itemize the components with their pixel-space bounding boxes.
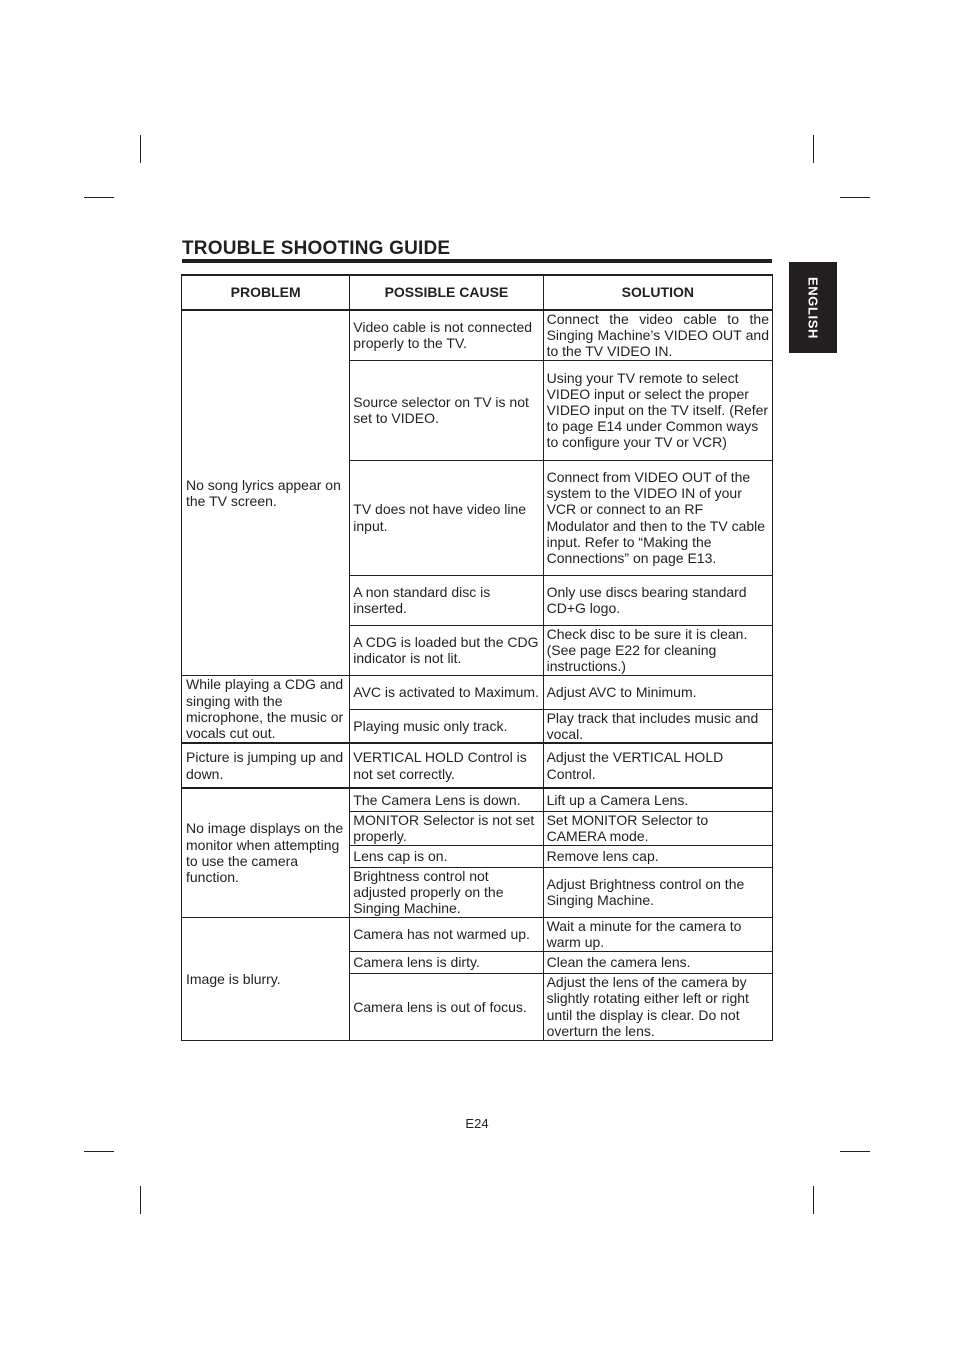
cause-cell: Lens cap is on. (350, 845, 543, 867)
problem-cell: While playing a CDG and singing with the microphone, the music or vocals cut out. (182, 675, 350, 743)
table-header-row (182, 275, 773, 310)
table-row (182, 675, 773, 709)
crop-mark (840, 1151, 870, 1152)
cause-cell: The Camera Lens is down. (350, 788, 543, 811)
cause-cell: Brightness control not adjusted properly on the Singing Machine. (350, 867, 543, 917)
solution-cell: Set MONITOR Selector to CAMERA mode. (543, 811, 772, 845)
solution-cell: Remove lens cap. (543, 845, 772, 867)
header-problem: PROBLEM (182, 275, 350, 310)
cause-cell: Camera lens is out of focus. (350, 973, 543, 1040)
solution-cell: Adjust Brightness control on the Singing Machine. (543, 867, 772, 917)
header-solution: SOLUTION (543, 275, 772, 310)
problem-cell: Image is blurry. (182, 917, 350, 1040)
solution-cell: Adjust the VERTICAL HOLD Control. (543, 743, 772, 788)
solution-cell: Lift up a Camera Lens. (543, 788, 772, 811)
cause-cell: A CDG is loaded but the CDG indicator is not lit. (350, 625, 543, 675)
problem-cell: No image displays on the monitor when attempting to use the camera function. (182, 788, 350, 917)
solution-cell: Connect from VIDEO OUT of the system to the VIDEO IN of your VCR or connect to an RF Modulator and then to the TV cable input. Refer to “Making the Connections” on page E13. (543, 460, 772, 575)
page-number: E24 (465, 1116, 489, 1131)
title-underline (182, 259, 772, 263)
table-row (182, 788, 773, 811)
crop-mark (813, 135, 814, 163)
solution-cell: Wait a minute for the camera to warm up. (543, 917, 772, 951)
crop-mark (140, 1186, 141, 1214)
page-title: TROUBLE SHOOTING GUIDE (182, 238, 451, 259)
language-tab (789, 262, 837, 353)
solution-cell: Clean the camera lens. (543, 951, 772, 973)
cause-cell: TV does not have video line input. (350, 460, 543, 575)
cause-cell: AVC is activated to Maximum. (350, 675, 543, 709)
crop-mark (840, 197, 870, 198)
table-row (182, 743, 773, 788)
solution-cell: Check disc to be sure it is clean. (See page E22 for cleaning instructions.) (543, 625, 772, 675)
solution-cell: Play track that includes music and vocal. (543, 709, 772, 743)
solution-cell: Connect the video cable to the Singing Machine’s VIDEO OUT and to the TV VIDEO IN. (543, 310, 772, 360)
troubleshooting-table (181, 274, 773, 1041)
cause-cell: Video cable is not connected properly to the TV. (350, 310, 543, 360)
cause-cell: VERTICAL HOLD Control is not set correctly. (350, 743, 543, 788)
crop-mark (813, 1186, 814, 1214)
table-row (182, 917, 773, 951)
cause-cell: Playing music only track. (350, 709, 543, 743)
cause-cell: Camera lens is dirty. (350, 951, 543, 973)
solution-cell: Using your TV remote to select VIDEO input or select the proper VIDEO input on the TV itself. (Refer to page E14 under Common ways to configure your TV or VCR) (543, 360, 772, 460)
problem-cell: No song lyrics appear on the TV screen. (182, 310, 350, 675)
table-row (182, 310, 773, 360)
language-tab-label: ENGLISH (805, 276, 821, 339)
problem-cell: Picture is jumping up and down. (182, 743, 350, 788)
crop-mark (84, 197, 114, 198)
cause-cell: A non standard disc is inserted. (350, 575, 543, 625)
header-possible-cause: POSSIBLE CAUSE (350, 275, 543, 310)
crop-mark (140, 135, 141, 163)
solution-cell: Adjust the lens of the camera by slightly rotating either left or right until the display is clear. Do not overturn the lens. (543, 973, 772, 1040)
cause-cell: Source selector on TV is not set to VIDEO. (350, 360, 543, 460)
solution-cell: Adjust AVC to Minimum. (543, 675, 772, 709)
solution-cell: Only use discs bearing standard CD+G logo. (543, 575, 772, 625)
cause-cell: Camera has not warmed up. (350, 917, 543, 951)
cause-cell: MONITOR Selector is not set properly. (350, 811, 543, 845)
crop-mark (84, 1151, 114, 1152)
